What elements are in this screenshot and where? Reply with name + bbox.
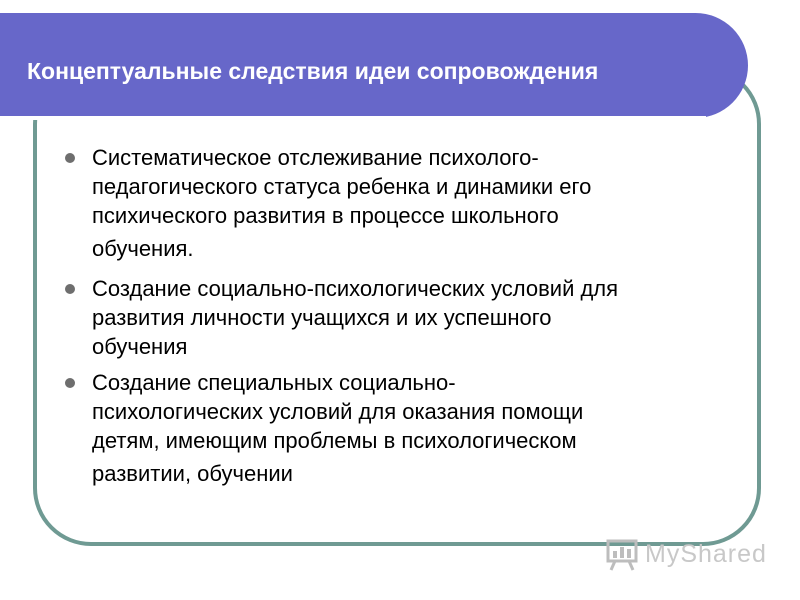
presentation-board-icon bbox=[605, 538, 641, 572]
bullet-dot-icon bbox=[65, 378, 75, 388]
bullet-line: развития личности учащихся и их успешного bbox=[92, 305, 552, 330]
bullet-line: детям, имеющим проблемы в психологическом bbox=[92, 428, 577, 453]
bullet-list bbox=[62, 143, 742, 499]
bullet-line: психического развития в процессе школьного bbox=[92, 203, 559, 228]
title-underline bbox=[0, 116, 706, 120]
slide-title: Концептуальные следствия идеи сопровождения bbox=[27, 58, 599, 84]
title-bar bbox=[0, 13, 748, 118]
bullet-line: педагогического статуса ребенка и динамики его bbox=[92, 174, 592, 199]
bullet-line: психологических условий для оказания помощи bbox=[92, 399, 584, 424]
bullet-line: развитии, обучении bbox=[92, 461, 293, 486]
bullet-line: Создание специальных социально- bbox=[92, 370, 456, 395]
bullet-line: Создание социально-психологических условий для bbox=[92, 276, 619, 301]
bullet-line: обучения bbox=[92, 334, 188, 359]
watermark bbox=[605, 538, 775, 572]
bullet-line: обучения. bbox=[92, 236, 194, 261]
bullet-dot-icon bbox=[65, 153, 75, 163]
watermark-text: MyShared bbox=[645, 540, 767, 568]
bullet-dot-icon bbox=[65, 284, 75, 294]
bullet-line: Систематическое отслеживание психолого- bbox=[92, 145, 539, 170]
bullet-item-3 bbox=[62, 368, 742, 492]
bullet-item-1 bbox=[62, 143, 742, 267]
bullet-item-2 bbox=[62, 274, 742, 361]
